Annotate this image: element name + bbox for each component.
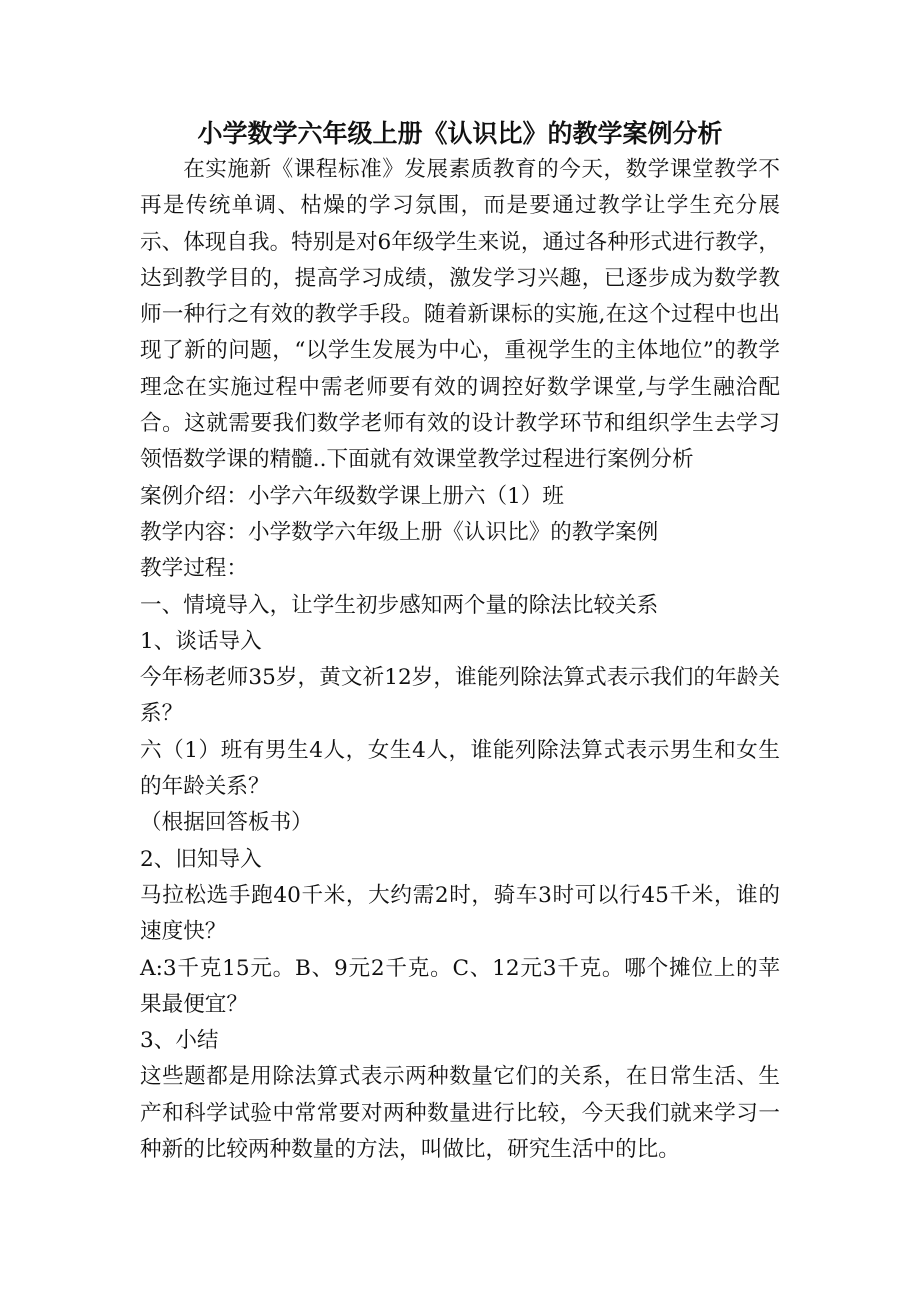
teaching-content-line: 教学内容：小学数学六年级上册《认识比》的教学案例 xyxy=(140,519,659,545)
question-paragraph: 马拉松选手跑40千米，大约需2时，骑车3时可以行45千米，谁的速度快？ xyxy=(140,882,780,945)
question-paragraph: A:3千克15元。B、9元2千克。C、12元3千克。哪个摊位上的苹果最便宜？ xyxy=(140,955,780,1017)
section-heading: 一、情境导入，让学生初步感知两个量的除法比较关系 xyxy=(140,592,659,618)
note-line: （根据回答板书） xyxy=(140,810,313,836)
subsection-heading: 1、谈话导入 xyxy=(140,628,262,654)
subsection-heading: 2、旧知导入 xyxy=(140,846,262,872)
summary-paragraph: 这些题都是用除法算式表示两种数量它们的关系，在日常生活、生产和科学试验中常常要对两种数量进行比较，今天我们就来学习一种新的比较两种数量的方法，叫做比，研究生活中的比。 xyxy=(140,1064,780,1163)
case-intro-line: 案例介绍：小学六年级数学课上册六（1）班 xyxy=(140,483,565,509)
subsection-heading: 3、小结 xyxy=(140,1028,219,1054)
document-body xyxy=(140,152,780,1168)
process-label: 教学过程： xyxy=(140,556,248,582)
intro-paragraph: 在实施新《课程标准》发展素质教育的今天，数学课堂教学不再是传统单调、枯燥的学习氛围，而是要通过教学让学生充分展示、体现自我。特别是对6年级学生来说，通过各种形式进行教学，达到教学目的，提高学习成绩，激发学习兴趣，已逐步成为数学教师一种行之有效的教学手段。随着新课标的实施,在这个过程中也出现了新的问题，“以学生发展为中心，重视学生的主体地位”的教学理念在实施过程中需老师要有效的调控好数学课堂,与学生融洽配合。这就需要我们数学老师有效的设计教学环节和组织学生去学习领悟数学课的精髓..下面就有效课堂教学过程进行案例分析 xyxy=(140,157,780,473)
question-paragraph: 今年杨老师35岁，黄文祈12岁，谁能列除法算式表示我们的年龄关系？ xyxy=(140,665,780,727)
document-title: 小学数学六年级上册《认识比》的教学案例分析 xyxy=(197,119,723,148)
question-paragraph: 六（1）班有男生4人，女生4人，谁能列除法算式表示男生和女生的年龄关系？ xyxy=(140,737,780,800)
